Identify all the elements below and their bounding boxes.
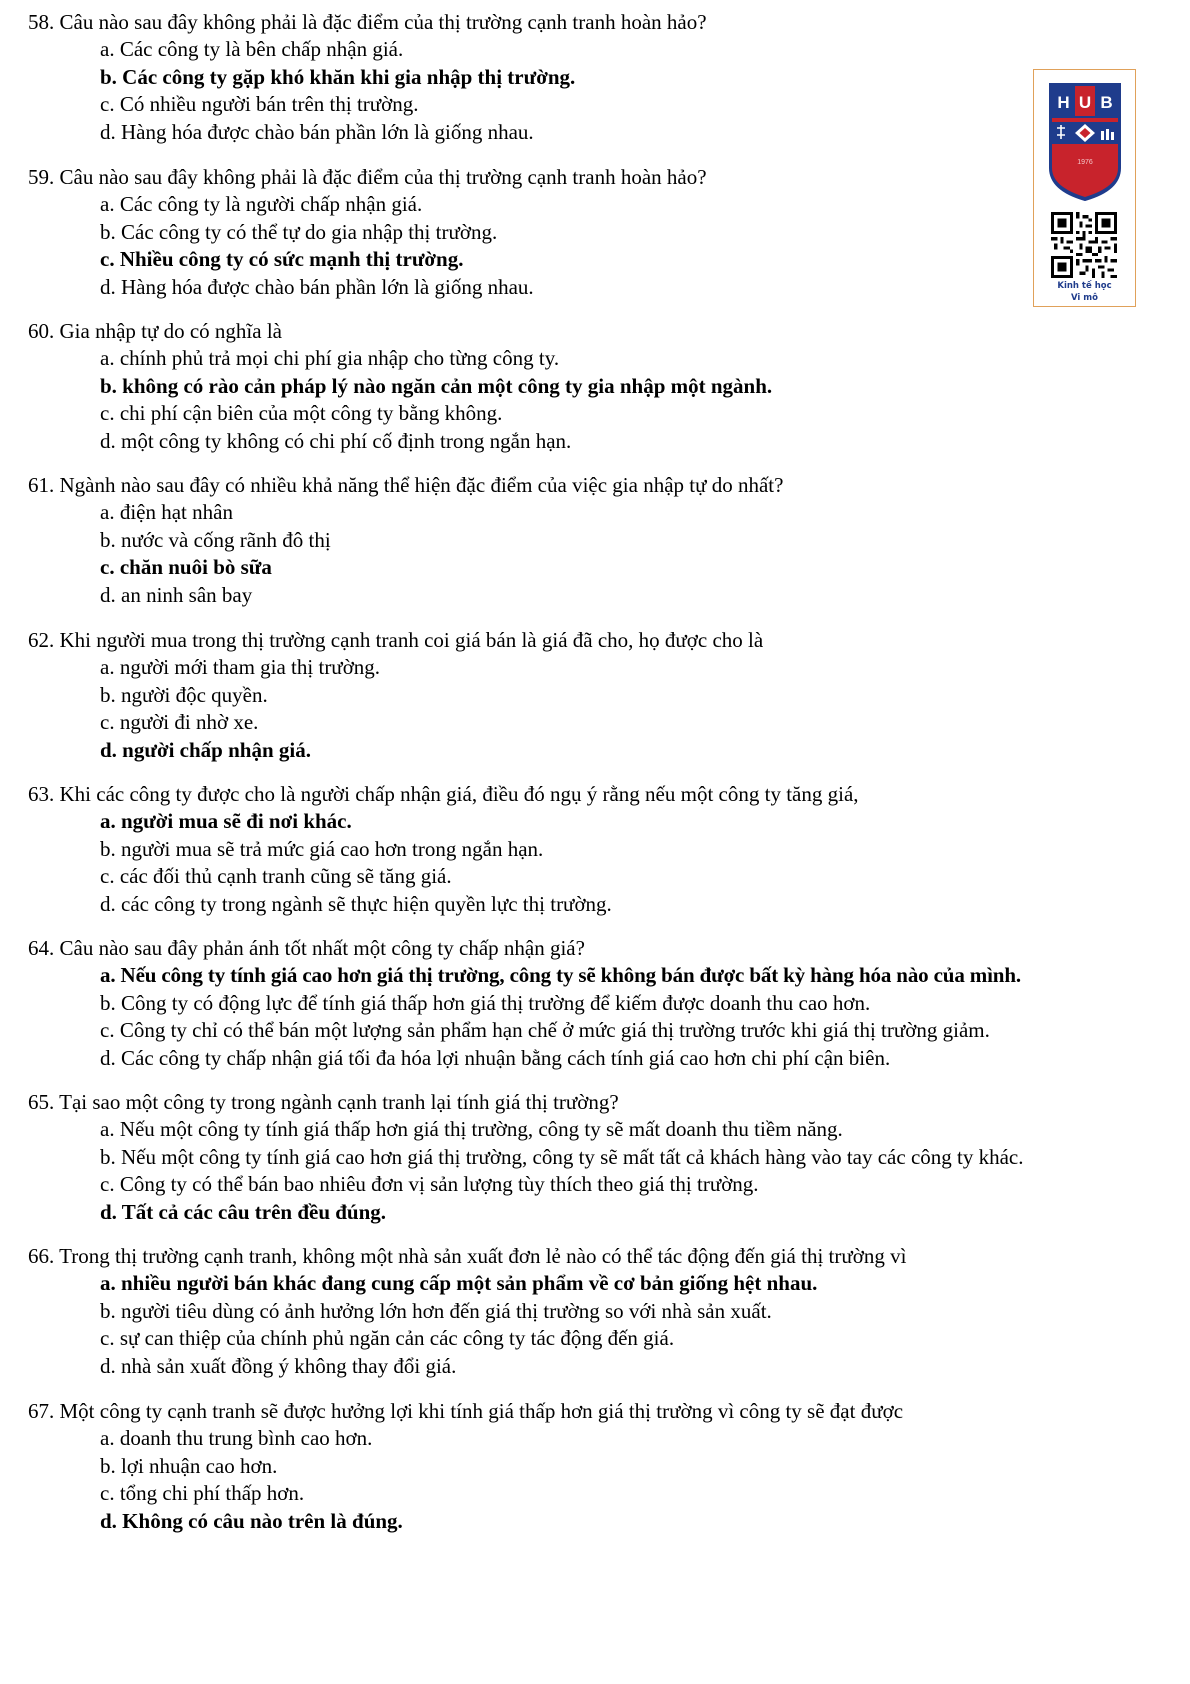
- option-b: b. nước và cống rãnh đô thị: [100, 527, 331, 552]
- hub-shield-logo: [1048, 82, 1122, 202]
- question-59: [28, 164, 707, 301]
- qr-code-icon: [1051, 212, 1117, 278]
- hub-letter-u: U: [1078, 93, 1092, 112]
- option-d: d. Hàng hóa được chào bán phần lớn là giống nhau.: [100, 274, 534, 299]
- hub-badge: [1033, 69, 1136, 307]
- question-60: [28, 318, 772, 455]
- option-a: a. điện hạt nhân: [100, 500, 233, 524]
- option-c: c. người đi nhờ xe.: [100, 710, 259, 734]
- option-d: d. Hàng hóa được chào bán phần lớn là giống nhau.: [100, 119, 534, 144]
- option-c: c. Công ty chỉ có thể bán một lượng sản phẩm hạn chế ở mức giá thị trường trước khi giá thị trường giảm.: [100, 1018, 990, 1042]
- option-c: c. tổng chi phí thấp hơn.: [100, 1481, 305, 1505]
- option-c: c. Có nhiều người bán trên thị trường.: [100, 92, 419, 116]
- option-c: c. chi phí cận biên của một công ty bằng không.: [100, 401, 503, 425]
- option-d: d. nhà sản xuất đồng ý không thay đổi giá.: [100, 1353, 457, 1378]
- question-stem: 67. Một công ty cạnh tranh sẽ được hưởng lợi khi tính giá thấp hơn giá thị trường vì công ty sẽ đạt được: [28, 1399, 904, 1423]
- option-b: b. Công ty có động lực để tính giá thấp hơn giá thị trường để kiếm được doanh thu cao hơn.: [100, 990, 871, 1015]
- question-stem: 61. Ngành nào sau đây có nhiều khả năng thể hiện đặc điểm của việc gia nhập tự do nhất?: [28, 473, 784, 497]
- option-a-answer: a. Nếu công ty tính giá cao hơn giá thị trường, công ty sẽ không bán được bất kỳ hàng hóa nào của mình.: [100, 963, 1021, 987]
- option-b-answer: b. không có rào cản pháp lý nào ngăn cản một công ty gia nhập một ngành.: [100, 373, 773, 398]
- hub-letter-h: H: [1057, 93, 1070, 112]
- option-b: b. người mua sẽ trả mức giá cao hơn trong ngắn hạn.: [100, 836, 544, 861]
- option-b: b. người độc quyền.: [100, 682, 268, 707]
- option-d-answer: d. Tất cả các câu trên đều đúng.: [100, 1199, 387, 1224]
- option-a: a. chính phủ trả mọi chi phí gia nhập cho từng công ty.: [100, 346, 560, 370]
- option-d: d. an ninh sân bay: [100, 582, 253, 607]
- question-stem: 62. Khi người mua trong thị trường cạnh tranh coi giá bán là giá đã cho, họ được cho là: [28, 628, 764, 652]
- option-a-answer: a. nhiều người bán khác đang cung cấp một sản phẩm về cơ bản giống hệt nhau.: [100, 1271, 818, 1295]
- option-c: c. các đối thủ cạnh tranh cũng sẽ tăng giá.: [100, 864, 452, 888]
- option-c: c. Công ty có thể bán bao nhiêu đơn vị sản lượng tùy thích theo giá thị trường.: [100, 1172, 759, 1196]
- question-63: [28, 781, 859, 918]
- hub-letter-b: B: [1100, 93, 1113, 112]
- option-a: a. Các công ty là người chấp nhận giá.: [100, 192, 423, 216]
- question-stem: 64. Câu nào sau đây phản ánh tốt nhất một công ty chấp nhận giá?: [28, 936, 585, 960]
- option-a: a. Nếu một công ty tính giá thấp hơn giá thị trường, công ty sẽ mất doanh thu tiềm năng.: [100, 1117, 843, 1141]
- question-stem: 60. Gia nhập tự do có nghĩa là: [28, 319, 282, 343]
- question-66: [28, 1243, 906, 1380]
- question-61: [28, 472, 783, 609]
- option-a: a. Các công ty là bên chấp nhận giá.: [100, 37, 404, 61]
- option-b: b. Nếu một công ty tính giá cao hơn giá thị trường, công ty sẽ mất tất cả khách hàng vào tay các công ty khác.: [100, 1144, 1024, 1169]
- option-d: d. Các công ty chấp nhận giá tối đa hóa lợi nhuận bằng cách tính giá cao hơn chi phí cận biên.: [100, 1045, 891, 1070]
- option-d: d. một công ty không có chi phí cố định trong ngắn hạn.: [100, 428, 572, 453]
- question-stem: 59. Câu nào sau đây không phải là đặc điểm của thị trường cạnh tranh hoàn hảo?: [28, 165, 707, 189]
- question-stem: 66. Trong thị trường cạnh tranh, không một nhà sản xuất đơn lẻ nào có thể tác động đến giá thị trường vì: [28, 1244, 907, 1268]
- option-c-answer: c. chăn nuôi bò sữa: [100, 555, 272, 579]
- option-d: d. các công ty trong ngành sẽ thực hiện quyền lực thị trường.: [100, 891, 612, 916]
- badge-subtitle: Vi mô: [1071, 293, 1098, 303]
- option-a-answer: a. người mua sẽ đi nơi khác.: [100, 809, 352, 833]
- option-c-answer: c. Nhiều công ty có sức mạnh thị trường.: [100, 247, 464, 271]
- option-b-answer: b. Các công ty gặp khó khăn khi gia nhập thị trường.: [100, 64, 576, 89]
- option-a: a. doanh thu trung bình cao hơn.: [100, 1426, 373, 1450]
- question-58: [28, 9, 707, 146]
- question-stem: 63. Khi các công ty được cho là người chấp nhận giá, điều đó ngụ ý rằng nếu một công ty tăng giá,: [28, 782, 859, 806]
- option-b: b. người tiêu dùng có ảnh hưởng lớn hơn đến giá thị trường so với nhà sản xuất.: [100, 1298, 772, 1323]
- question-64: [28, 935, 1021, 1072]
- question-67: [28, 1398, 903, 1535]
- question-62: [28, 627, 763, 764]
- hub-year: 1976: [1077, 159, 1093, 166]
- option-a: a. người mới tham gia thị trường.: [100, 655, 381, 679]
- option-b: b. lợi nhuận cao hơn.: [100, 1453, 278, 1478]
- badge-subject: Kinh tế học: [1057, 281, 1112, 291]
- option-b: b. Các công ty có thể tự do gia nhập thị trường.: [100, 219, 498, 244]
- question-stem: 58. Câu nào sau đây không phải là đặc điểm của thị trường cạnh tranh hoàn hảo?: [28, 10, 707, 34]
- question-65: [28, 1089, 1024, 1226]
- option-d-answer: d. Không có câu nào trên là đúng.: [100, 1508, 403, 1533]
- option-c: c. sự can thiệp của chính phủ ngăn cản các công ty tác động đến giá.: [100, 1326, 675, 1350]
- option-d-answer: d. người chấp nhận giá.: [100, 737, 311, 762]
- question-stem: 65. Tại sao một công ty trong ngành cạnh tranh lại tính giá thị trường?: [28, 1090, 619, 1114]
